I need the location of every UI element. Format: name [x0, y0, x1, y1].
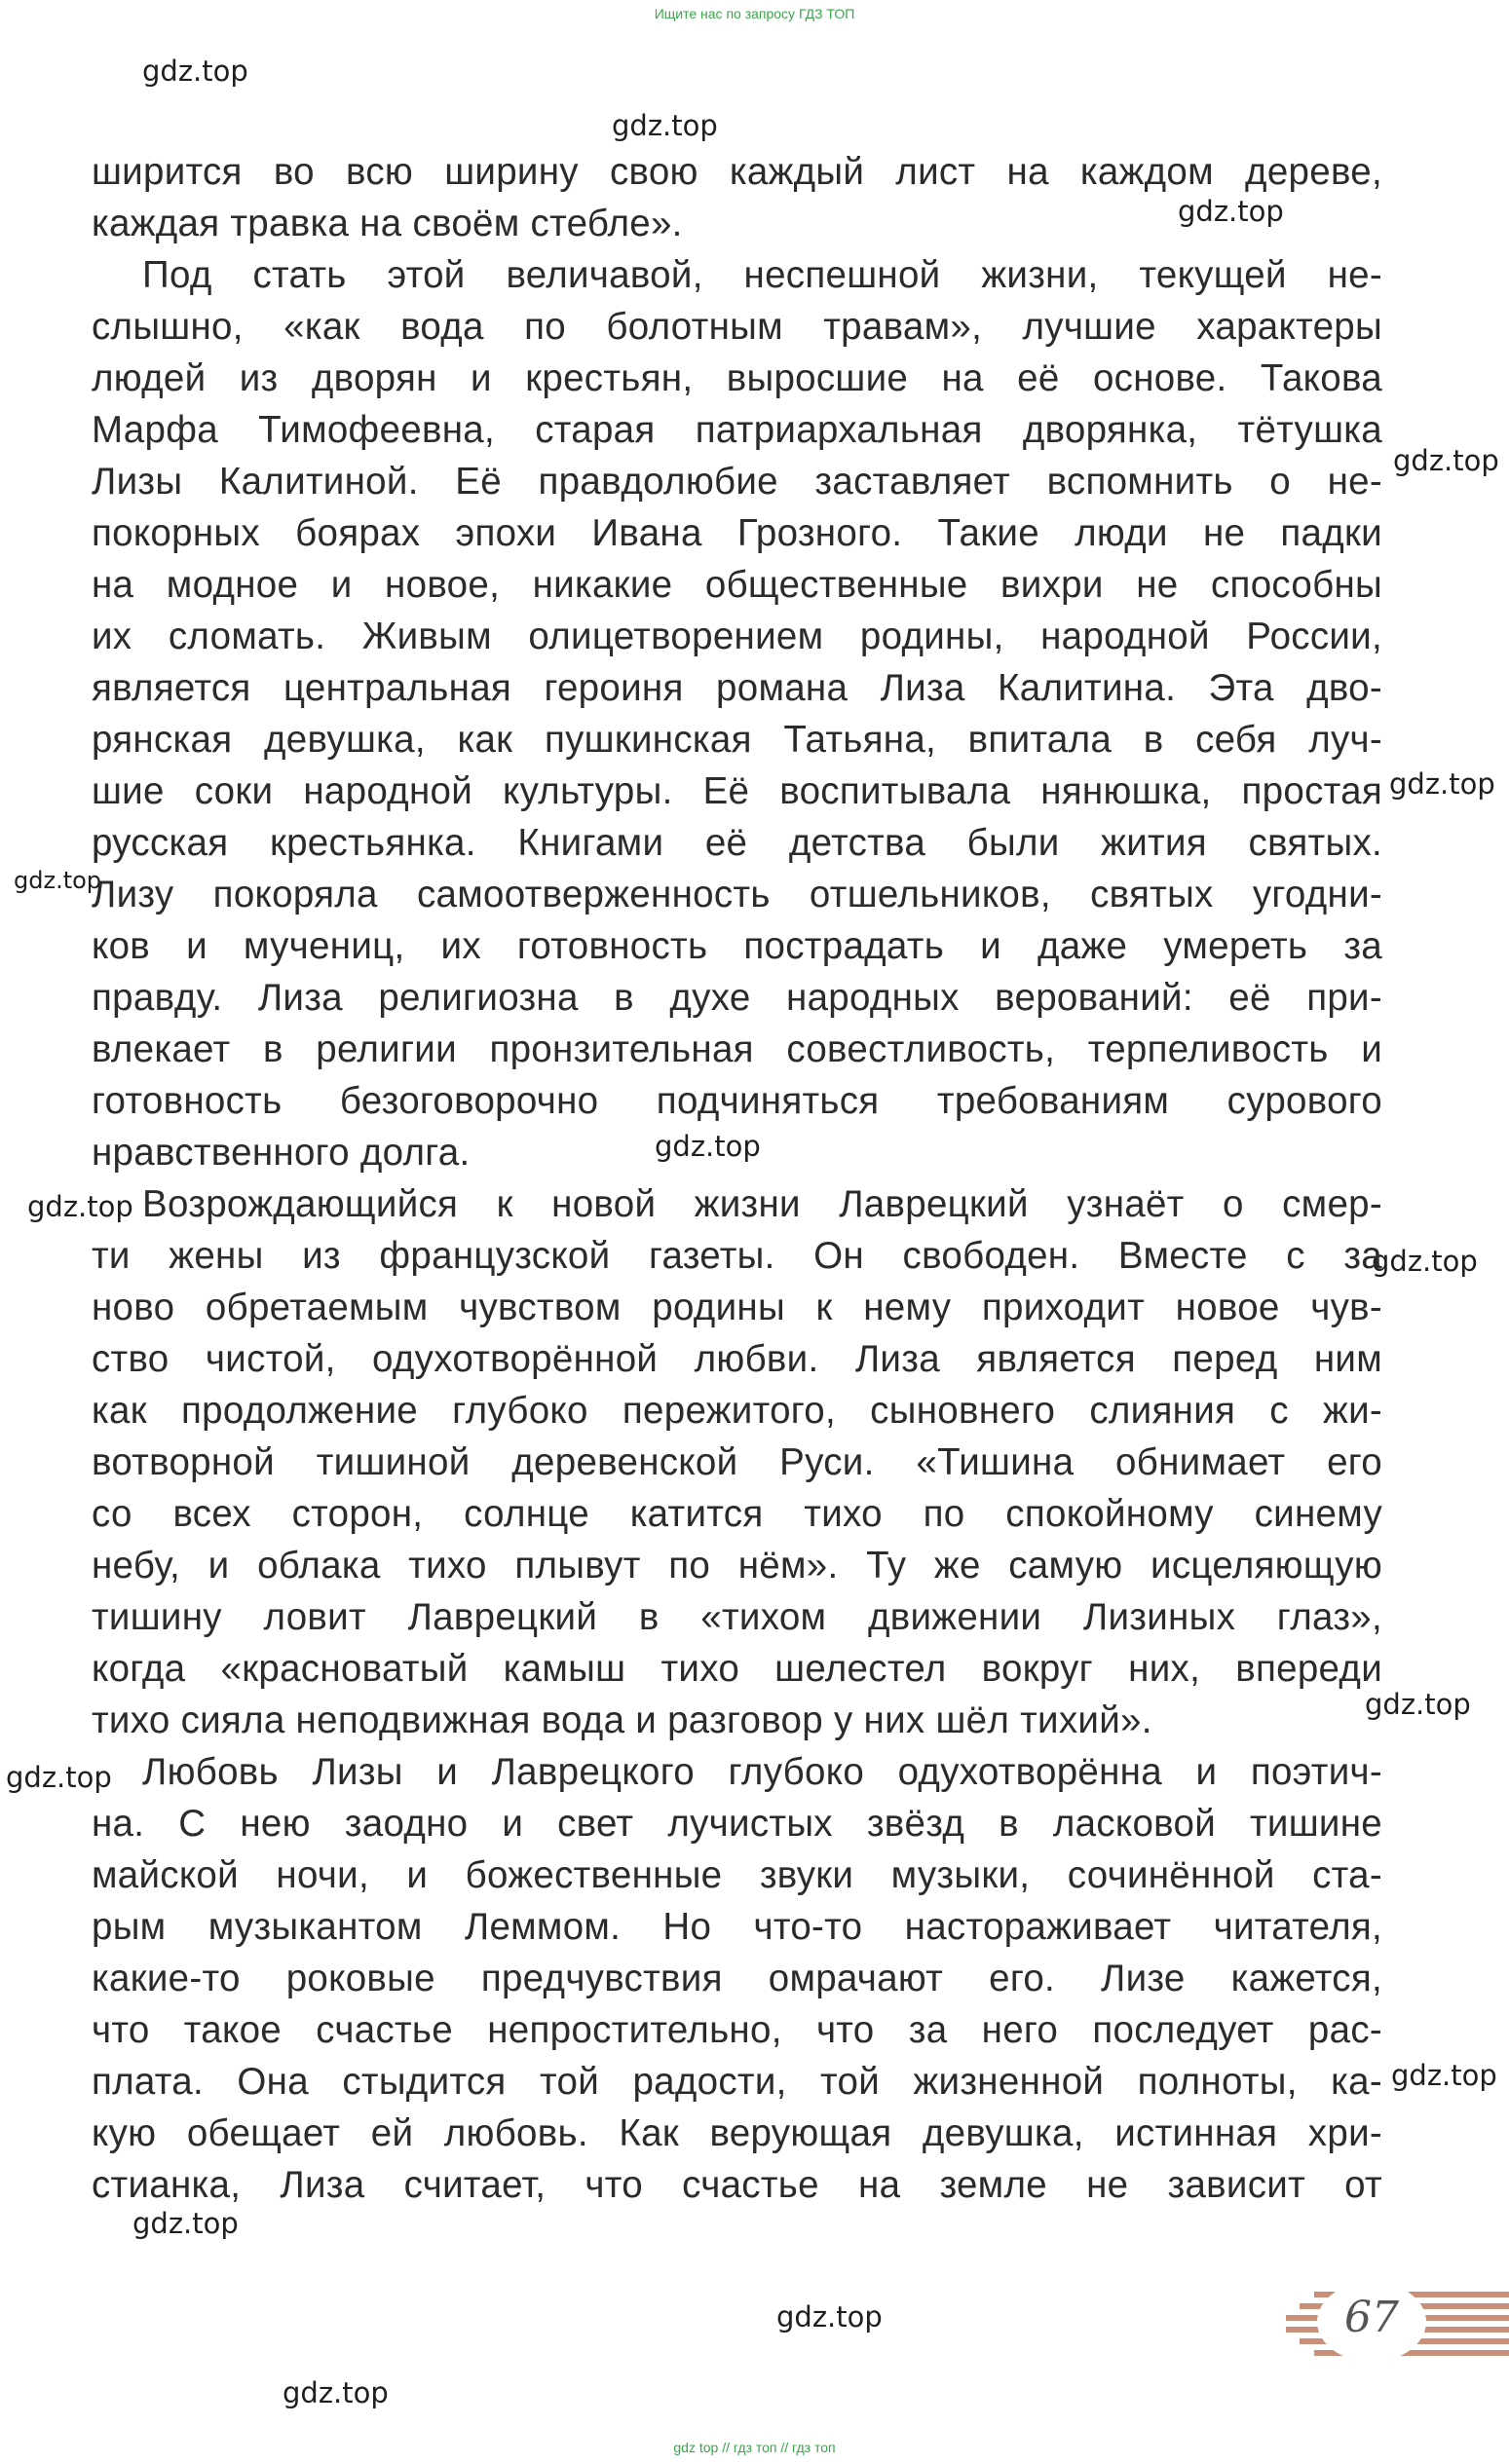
watermark: gdz.top — [283, 2376, 389, 2409]
text-line: Любовь Лизы и Лаврецкого глубоко одухотворённа и поэтич- — [142, 1751, 1382, 1793]
watermark: gdz.top — [655, 1130, 761, 1163]
watermark: gdz.top — [27, 1190, 133, 1223]
text-line: готовность безоговорочно подчиняться требованиям сурового — [92, 1080, 1382, 1122]
text-line: ство чистой, одухотворённой любви. Лиза является перед ним — [92, 1338, 1382, 1380]
watermark: gdz.top — [612, 109, 718, 142]
text-line: ти жены из французской газеты. Он свободен. Вместе с за — [92, 1235, 1382, 1277]
text-line: какие-то роковые предчувствия омрачают его. Лизе кажется, — [92, 1958, 1382, 1999]
watermark: gdz.top — [1365, 1688, 1471, 1721]
text-line: Марфа Тимофеевна, старая патриархальная дворянка, тётушка — [92, 409, 1382, 451]
watermark: gdz.top — [1372, 1245, 1478, 1278]
text-line: на. С нею заодно и свет лучистых звёзд в ласковой тишине — [92, 1803, 1382, 1845]
watermark: gdz.top — [6, 1761, 112, 1794]
text-line: стианка, Лиза считает, что счастье на земле не зависит от — [92, 2164, 1382, 2206]
watermark: gdz.top — [1389, 767, 1495, 801]
text-line: шие соки народной культуры. Её воспитывала нянюшка, простая — [92, 770, 1382, 812]
text-line: влекает в религии пронзительная совестливость, терпеливость и — [92, 1028, 1382, 1070]
text-line: кую обещает ей любовь. Как верующая девушка, истинная хри- — [92, 2112, 1382, 2154]
watermark: gdz.top — [1393, 444, 1499, 477]
text-line: их сломать. Живым олицетворением родины, народной России, — [92, 616, 1382, 657]
text-line: нравственного долга. — [92, 1132, 471, 1174]
text-line: Лизы Калитиной. Её правдолюбие заставляет вспомнить о не- — [92, 461, 1382, 503]
text-line: Лизу покоряла самоотверженность отшельников, святых угодни- — [92, 874, 1382, 915]
text-line: когда «красноватый камыш тихо шелестел вокруг них, впереди — [92, 1648, 1382, 1690]
text-line: тихо сияла неподвижная вода и разговор у них шёл тихий». — [92, 1699, 1152, 1741]
watermark: gdz.top — [1391, 2059, 1497, 2092]
text-line: что такое счастье непростительно, что за него последует рас- — [92, 2009, 1382, 2051]
watermark: gdz.top — [142, 55, 248, 88]
text-line: майской ночи, и божественные звуки музыки, сочинённой ста- — [92, 1854, 1382, 1896]
page-number: 67 — [1344, 2293, 1399, 2342]
watermark: gdz.top — [776, 2300, 883, 2333]
text-line: ширится во всю ширину свою каждый лист на каждом дереве, — [92, 151, 1382, 193]
text-line: Возрождающийся к новой жизни Лаврецкий узнаёт о смер- — [142, 1183, 1382, 1225]
text-line: каждая травка на своём стебле». — [92, 203, 683, 244]
text-line: со всех сторон, солнце катится тихо по спокойному синему — [92, 1493, 1382, 1535]
text-line: Под стать этой величавой, неспешной жизни, текущей не- — [142, 254, 1382, 296]
text-line: слышно, «как вода по болотным травам», лучшие характеры — [92, 306, 1382, 348]
text-line: небу, и облака тихо плывут по нём». Ту же самую исцеляющую — [92, 1545, 1382, 1587]
text-line: ков и мучениц, их готовность пострадать и даже умереть за — [92, 925, 1382, 967]
watermark: gdz.top — [14, 867, 102, 894]
text-line: ново обретаемым чувством родины к нему приходит новое чув- — [92, 1287, 1382, 1328]
text-line: тишину ловит Лаврецкий в «тихом движении Лизиных глаз», — [92, 1596, 1382, 1638]
top-banner: Ищите нас по запросу ГДЗ ТОП — [654, 6, 855, 21]
bottom-banner: gdz top // гдз топ // гдз топ — [673, 2440, 836, 2455]
text-line: покорных боярах эпохи Ивана Грозного. Такие люди не падки — [92, 512, 1382, 554]
body-text — [92, 146, 1382, 2211]
text-line: как продолжение глубоко пережитого, сыновнего слияния с жи- — [92, 1390, 1382, 1432]
text-line: на модное и новое, никакие общественные вихри не способны — [92, 564, 1382, 606]
text-line: вотворной тишиной деревенской Руси. «Тишина обнимает его — [92, 1441, 1382, 1483]
watermark: gdz.top — [1178, 195, 1284, 228]
text-line: рянская девушка, как пушкинская Татьяна, впитала в себя луч- — [92, 719, 1382, 761]
text-line: русская крестьянка. Книгами её детства были жития святых. — [92, 822, 1382, 864]
watermark: gdz.top — [132, 2207, 239, 2240]
text-line: людей из дворян и крестьян, выросшие на её основе. Такова — [92, 357, 1382, 399]
text-line: плата. Она стыдится той радости, той жизненной полноты, ка- — [92, 2061, 1382, 2103]
text-line: рым музыкантом Леммом. Но что-то настораживает читателя, — [92, 1906, 1382, 1948]
text-line: правду. Лиза религиозна в духе народных верований: её при- — [92, 977, 1382, 1019]
text-line: является центральная героиня романа Лиза Калитина. Эта дво- — [92, 667, 1382, 709]
